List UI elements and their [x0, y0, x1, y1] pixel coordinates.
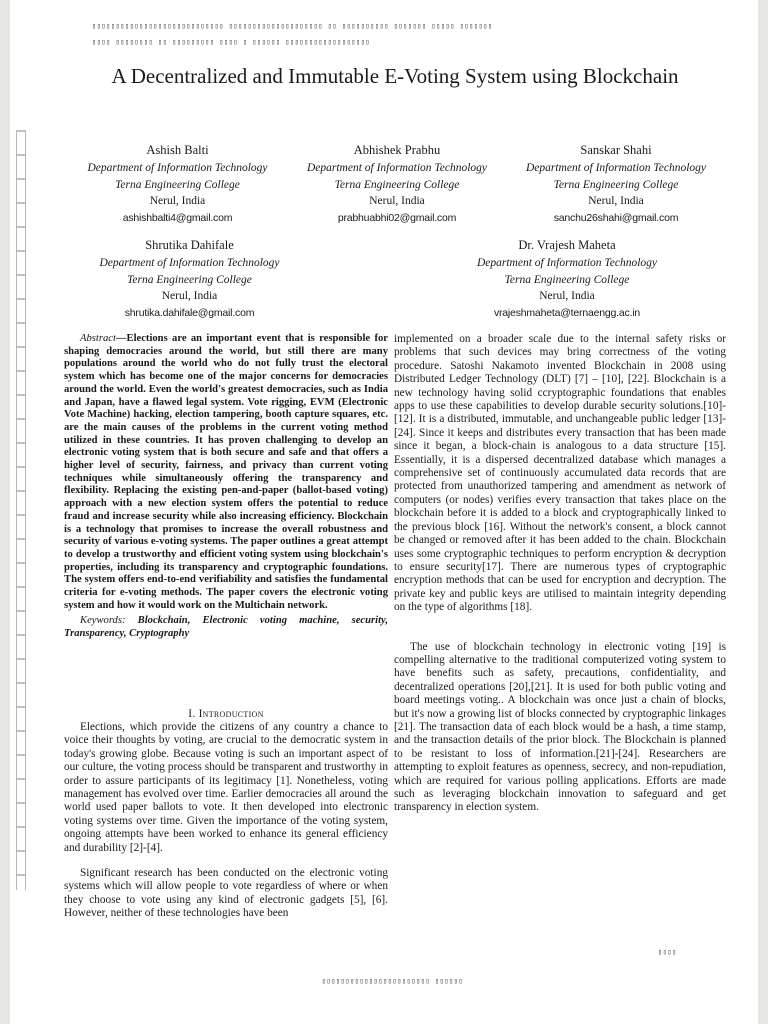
right-column — [394, 333, 726, 815]
intro-paragraph-1: Elections, which provide the citizens of any country a chance to voice their thoughts by voting, are crucial to the democratic system in today's growing globe. Because voting is such an important aspect of our culture, the voting process should be transparent and trustworthy in order to assure participants of its legitimacy [1]. Nonetheless, voting management has evolved over time. Earlier democracies all around the world used paper ballots to vote. It then developed into electronic voting systems over time. Given the importance of the voting system, ongoing attempts have been worked to enhance its general efficiency and durability [2]-[4]. — [64, 721, 388, 854]
author-location: Nerul, India — [588, 195, 644, 207]
keywords-text: Blockchain, Electronic voting machine, security, Transparency, Cryptography — [64, 615, 388, 640]
page-number-mark: ▯▯▯▯ — [658, 948, 677, 956]
keywords-lead: Keywords: — [80, 615, 126, 627]
author-dept: Department of Information Technology — [525, 162, 707, 174]
keywords — [64, 614, 388, 640]
author-college: Terna Engineering College — [115, 178, 240, 191]
author-location: Nerul, India — [149, 195, 206, 207]
author-dept: Department of Information Technology — [306, 162, 488, 174]
author-email: prabhuabhi02@gmail.com — [337, 211, 457, 224]
left-column — [64, 333, 388, 640]
author-college: Terna Engineering College — [553, 178, 679, 191]
author-block-3 — [505, 140, 727, 226]
paper-page — [10, 0, 758, 1024]
author-name: Dr. Vrajesh Maheta — [518, 238, 616, 252]
author-college: Terna Engineering College — [504, 273, 630, 286]
section-heading-introduction: I. Introduction — [188, 708, 264, 720]
author-email: ashishbalti4@gmail.com — [122, 211, 233, 224]
margin-strip — [16, 130, 26, 890]
intro-paragraph-2: Significant research has been conducted on the electronic voting systems which will allow people to vote regardless of where or when they choose to vote using any kind of electronic gadgets [5], [6]. However, neither of these technologies have been — [64, 867, 388, 920]
author-college: Terna Engineering College — [127, 273, 252, 286]
author-block-1 — [70, 140, 285, 226]
author-block-2 — [292, 140, 502, 226]
abstract — [64, 333, 388, 612]
author-block-4 — [62, 235, 317, 321]
author-name: Shrutika Dahifale — [145, 238, 234, 252]
right-paragraph-1: implemented on a broader scale due to the internal safety risks or problems that such devices may bring correctness of the voting procedure. Satoshi Nakamoto invented Blockchain in 2008 using Distributed Ledger Technology (DLT) [7] – [10], [22]. Blockchain is a new technology having solid ccryptographic foundations that enables apps to use these capabilities to develop durable security solutions.[10]-[12]. It is a distributed, immutable, and unchangeable public ledger [13]-[24]. Since it keeps and distributes every transaction that has been made since it began, a block-chain is analogous to a data structure [15]. Essentially, it is a dispersed decentralized database which manages a comprehensive set of continuously accumulated data records that are protected from unauthorized tampering and amendment as network of computers (or nodes) verifies every transaction that takes place on the blockchain before it is added to a block and cryptographically linked to the previous block [16]. Without the network's consent, a block cannot be changed or removed after it has been added to the chain. Blockchain uses some cryptographic techniques to perform encryption & decryption to ensure security[17]. There are numerous types of cryptographic encryption methods that can be used for encryption and decryption. The private key and public keys are utilised to maintain integrity depending on the type of algorithms [18]. — [394, 333, 726, 614]
header-garbled-line-2: ▯▯▯▯ ▯▯▯▯▯▯▯▯ ▯▯ ▯▯▯▯▯▯▯▯▯ ▯▯▯▯ ▯ ▯▯▯▯▯▯ ▯▯▯▯▯▯▯▯▯▯▯▯▯▯▯▯▯▯ — [92, 38, 371, 46]
author-college: Terna Engineering College — [334, 178, 460, 191]
author-dept: Department of Information Technology — [476, 257, 658, 269]
author-location: Nerul, India — [369, 195, 425, 207]
paper-title: A Decentralized and Immutable E-Voting System using Blockchain — [111, 64, 679, 88]
right-paragraph-2: The use of blockchain technology in electronic voting [19] is compelling alternative to the traditional computerized voting system to have benefits such as safety, precautions, confidentiality, and decentralized operations [20],[21]. It is used for both public voting and board meetings voting.. A blockchain was once just a chain of blocks, but it's now a growing list of blocks connected by cryptographic linkages [21]. The transaction data of each block would be a hash, a time stamp, and the transaction details of the prior block. The Blockchain is planned to be resistant to loss of information.[21]-[24]. Researchers are attempting to exploit features as openness, secrecy, and non-repudiation, which are required for various polling applications. Efforts are made such as leveraging blockchain innovation to safeguard and get transparency in election system. — [394, 640, 726, 814]
author-email: shrutika.dahifale@gmail.com — [124, 306, 255, 319]
header-garbled-line-1: ▯▯▯▯▯▯▯▯▯▯▯▯▯▯▯▯▯▯▯▯▯▯▯▯▯▯▯▯ ▯▯▯▯▯▯▯▯▯▯▯▯▯▯▯▯▯▯▯▯ ▯▯ ▯▯▯▯▯▯▯▯▯▯ ▯▯▯▯▯▯▯ ▯▯▯▯▯ ▯▯▯▯▯▯▯ — [92, 22, 493, 30]
author-location: Nerul, India — [161, 290, 218, 302]
author-email: sanchu26shahi@gmail.com — [553, 211, 679, 224]
footer-garbled: ▯▯▯▯▯▯▯▯▯▯▯▯▯▯▯▯▯▯▯▯▯▯▯ ▯▯▯▯▯▯ — [321, 977, 464, 985]
abstract-lead: Abstract — [80, 333, 116, 344]
author-dept: Department of Information Technology — [87, 162, 268, 174]
introduction-body — [64, 721, 388, 933]
author-name: Abhishek Prabhu — [353, 143, 441, 157]
author-location: Nerul, India — [539, 290, 595, 302]
abstract-text: —Elections are an important event that is responsible for shaping democracies around the world, but still there are many populations around the world who do not fully trust the electoral system which has become one of the major concerns for democracies around the world. Even the world's greatest democracies, such as India and Japan, have a flawed legal system. Vote rigging, EVM (Electronic Vote Machine) hacking, election tampering, booth capture squares, etc. are the main causes of the problems in the current voting method utilized in these countries. It has proven challenging to develop an electronic voting system that is both secure and safe and that offers a higher level of security, fairness, and privacy than current voting techniques while simultaneously offering the transparency and flexibility. Replacing the existing pen-and-paper (ballot-based voting) approach with a new election system offers the potential to reduce fraud and increase security while also increasing efficiency. Blockchain is a technology that promises to increase the overall robustness and security of various e-voting systems. The paper outlines a great attempt to develop a trustworthy and efficient voting system using blockchain's properties, including its transparency and cryptographic foundations. The system offers end-to-end verifiability and satisfies the fundamental criteria for e-voting methods. The paper covers the electronic voting system and how it would work on the Multichain network. — [64, 333, 388, 611]
author-name: Sanskar Shahi — [580, 143, 652, 157]
author-block-5 — [417, 235, 717, 321]
author-dept: Department of Information Technology — [99, 257, 280, 269]
author-email: vrajeshmaheta@ternaengg.ac.in — [493, 306, 641, 319]
author-name: Ashish Balti — [146, 143, 209, 157]
